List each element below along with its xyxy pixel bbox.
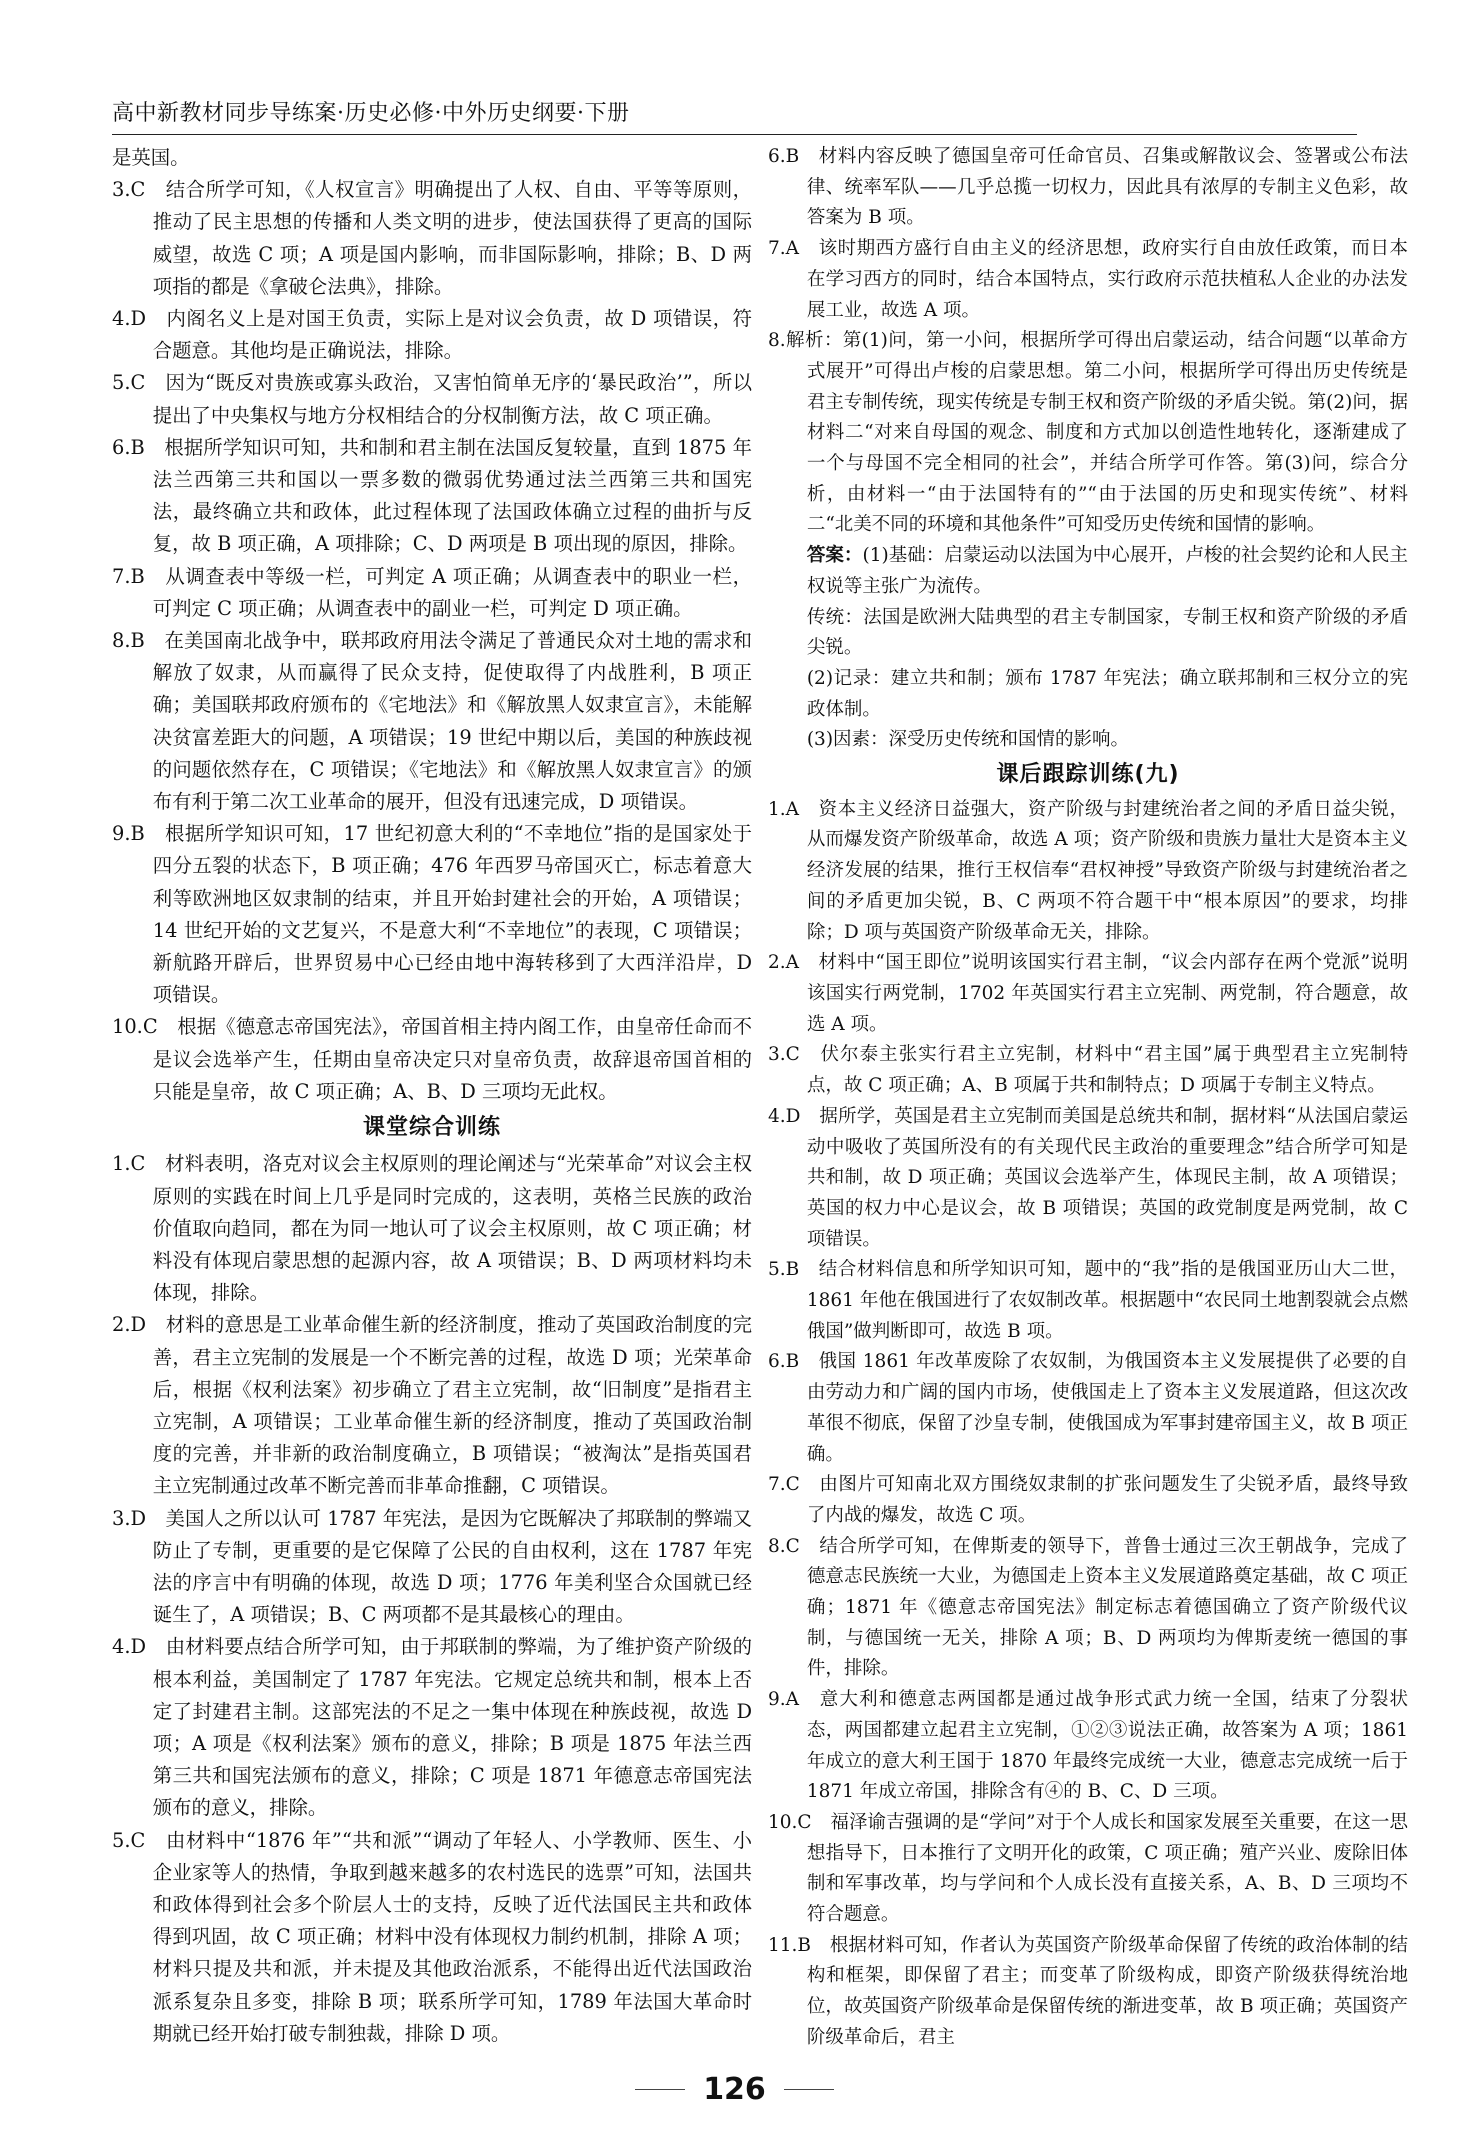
section-title-classroom: 课堂综合训练: [362, 1115, 501, 1141]
right-answer-list-a: [768, 142, 1408, 541]
answer-number: 6.: [768, 1351, 786, 1373]
answer-number: 8.: [768, 1535, 786, 1557]
answer-number: 5.: [112, 1828, 131, 1852]
answer-item: [768, 1347, 1408, 1470]
right-answer-list-b: [768, 795, 1408, 2054]
answer-line1-text: (1)基础：启蒙运动以法国为中心展开，卢梭的社会契约论和人民主权说等主张广为流传。: [806, 545, 1408, 597]
answer-number: 2.: [112, 1313, 131, 1337]
answer-text: A 资本主义经济日益强大，资产阶级与封建统治者之间的矛盾日益尖锐，从而爆发资产阶级革命，故选 A 项；资产阶级和贵族力量壮大是资本主义经济发展的结果，推行王权信奉“君权神授”导致资产阶级与封建统治者之间的矛盾更加尖锐，B、C 两项不符合题干中“根本原因”的要求，均排除；D 项与英国资产阶级革命无关，排除。: [785, 798, 1408, 943]
answer-text: 解析：第(1)问，第一小问，根据所学可得出启蒙运动，结合问题“以革命方式展开”可得出卢梭的启蒙思想。第二小问，根据所学可得出历史传统是君主专制传统，现实传统是专制王权和资产阶级的矛盾尖锐。第(2)问，据材料二“对来自母国的观念、制度和方式加以创造性地转化，逐渐建成了一个与母国不完全相同的社会”，并结合所学可作答。第(3)问，综合分析，由材料一“由于法国特有的”“由于法国的历史和现实传统”、材料二“北美不同的环境和其他条件”可知受历史传统和国情的影响。: [785, 330, 1408, 536]
answer-text: C 根据《德意志帝国宪法》，帝国首相主持内阁工作，由皇帝任命而不是议会选举产生，任期由皇帝决定只对皇帝负责，故辞退帝国首相的只能是皇帝，故 C 项正确；A、B、D 三项均无此权。: [142, 1015, 752, 1103]
answer-block-line1: [768, 541, 1408, 602]
answer-number: 11.: [768, 1934, 798, 1956]
answer-text: D 美国人之所以认可 1787 年宪法，是因为它既解决了邦联制的弊端又防止了专制，更重要的是它保障了公民的自由权利，这在 1787 年宪法的序言中有明确的体现，故选 D 项；1776 年美利坚合众国就已经诞生了，A 项错误；B、C 两项都不是其最核心的理由。: [130, 1506, 752, 1627]
footer-dash-right: [784, 2089, 834, 2090]
answer-number: 4.: [112, 1635, 131, 1659]
answer-item: [768, 142, 1408, 234]
answer-item: [112, 818, 752, 1011]
answer-number: 7.: [768, 238, 786, 260]
answer-text: C 材料表明，洛克对议会主权原则的理论阐述与“光荣革命”对议会主权原则的实践在时间上几乎是同时完成的，这表明，英格兰民族的政治价值取向趋同，都在为同一地认可了议会主权原则，故 C 项正确；材料没有体现启蒙思想的起源内容，故 A 项错误；B、D 两项材料均未体现，排除。: [130, 1152, 752, 1305]
answer-text: C 结合所学可知，《人权宣言》明确提出了人权、自由、平等等原则，推动了民主思想的传播和人类文明的进步，使法国获得了更高的国际威望，故选 C 项；A 项是国内影响，而非国际影响，排除；B、D 两项指的都是《拿破仑法典》，排除。: [130, 178, 752, 298]
answer-number: 10.: [768, 1811, 798, 1833]
page-footer: [0, 2072, 1469, 2107]
answer-item: [112, 303, 752, 367]
answer-item: [112, 1503, 752, 1632]
answer-text: D 据所学，英国是君主立宪制而美国是总统共和制，据材料“从法国启蒙运动中吸收了英国所没有的有关现代民主政治的重要理念”结合所学可知是共和制，故 D 项正确；英国议会选举产生，体现民主制，故 A 项错误；英国的权力中心是议会，故 B 项错误；英国的政党制度是两党制，故 C 项错误。: [785, 1105, 1408, 1250]
answer-item: [768, 1808, 1408, 1931]
answer-number: 2.: [768, 952, 786, 974]
answer-item: [768, 1685, 1408, 1808]
answer-text: C 由图片可知南北双方围绕奴隶制的扩张问题发生了尖锐矛盾，最终导致了内战的爆发，故选 C 项。: [785, 1474, 1408, 1526]
answer-number: 6.: [768, 146, 786, 167]
answer-number: 5.: [112, 371, 131, 395]
answer-number: 9.: [768, 1689, 786, 1711]
answer-item: [768, 1255, 1408, 1347]
answer-item: [768, 326, 1408, 541]
answer-text: C 因为“既反对贵族或寡头政治，又害怕简单无序的‘暴民政治’”，所以提出了中央集权与地方分权相结合的分权制衡方法，故 C 项正确。: [130, 371, 752, 427]
continuation-text: 是英国。: [112, 146, 190, 169]
answer-item: [112, 1631, 752, 1824]
answer-item: [768, 948, 1408, 1040]
answer-block-line2: 传统：法国是欧洲大陆典型的君主专制国家，专制王权和资产阶级的矛盾尖锐。: [806, 606, 1408, 659]
answer-text: B 材料内容反映了德国皇帝可任命官员、召集或解散议会、签署或公布法律、统率军队——几乎总揽一切权力，因此具有浓厚的专制主义色彩，故答案为 B 项。: [785, 146, 1408, 229]
answer-item: [112, 561, 752, 625]
answer-item: [112, 1825, 752, 2050]
answer-item: [112, 625, 752, 818]
left-answer-list-b: [112, 1148, 752, 2050]
answer-item: [112, 1148, 752, 1309]
section-title-followup: 课后跟踪训练(九): [996, 762, 1180, 788]
answer-number: 3.: [768, 1044, 786, 1066]
answer-text: B 从调查表中等级一栏，可判定 A 项正确；从调查表中的职业一栏，可判定 C 项正确；从调查表中的副业一栏，可判定 D 项正确。: [130, 564, 752, 620]
answer-number: 5.: [768, 1259, 786, 1281]
answer-block-line3: (2)记录：建立共和制；颁布 1787 年宪法；确立联邦制和三权分立的宪政体制。: [806, 667, 1408, 720]
answer-number: 7.: [768, 1474, 786, 1496]
answer-text: C 伏尔泰主张实行君主立宪制，材料中“君主国”属于典型君主立宪制特点，故 C 项正确；A、B 项属于共和制特点；D 项属于专制主义特点。: [785, 1044, 1408, 1097]
right-column: [768, 142, 1408, 2054]
answer-number: 4.: [768, 1105, 786, 1127]
answer-item: [112, 174, 752, 303]
answer-text: A 该时期西方盛行自由主义的经济思想，政府实行自由放任政策，而日本在学习西方的同时，结合本国特点，实行政府示范扶植私人企业的办法发展工业，故选 A 项。: [785, 238, 1408, 321]
answer-number: 1.: [112, 1152, 131, 1176]
answer-block-line4: (3)因素：深受历史传统和国情的影响。: [806, 729, 1130, 751]
answer-number: 6.: [112, 435, 131, 459]
answer-text: A 意大利和德意志两国都是通过战争形式武力统一全国，结束了分裂状态，两国都建立起君主立宪制，①②③说法正确，故答案为 A 项；1861 年成立的意大利王国于 1870 年最终完成统一大业，德意志完成统一后于 1871 年成立帝国，排除含有④的 B、C、D 三项。: [785, 1689, 1408, 1803]
answer-text: D 内阁名义上是对国王负责，实际上是对议会负责，故 D 项错误，符合题意。其他均是正确说法，排除。: [130, 307, 752, 363]
answer-number: 8.: [768, 330, 786, 352]
answer-text: C 福泽谕吉强调的是“学问”对于个人成长和国家发展至关重要，在这一思想指导下，日本推行了文明开化的政策，C 项正确；殖产兴业、废除旧体制和军事改革，均与学问和个人成长没有直接关系，A、B、D 三项均不符合题意。: [797, 1811, 1408, 1926]
footer-dash-left: [635, 2089, 685, 2090]
answer-item: [112, 1011, 752, 1108]
answer-number: 3.: [112, 178, 131, 202]
answer-number: 4.: [112, 307, 131, 331]
left-column: [112, 142, 752, 2050]
answer-number: 10.: [112, 1015, 143, 1039]
answer-text: C 由材料中“1876 年”“共和派”“调动了年轻人、小学教师、医生、小企业家等人的热情，争取到越来越多的农村选民的选票”可知，法国共和政体得到社会多个阶层人士的支持，反映了近代法国民主共和政体得到巩固，故 C 项正确；材料中没有体现权力制约机制，排除 A 项；材料只提及共和派，并未提及其他政治派系，不能得出近代法国政治派系复杂且多变，排除 B 项；联系所学可知，1789 年法国大革命时期就已经开始打破专制独裁，排除 D 项。: [130, 1828, 752, 2045]
answer-number: 8.: [112, 629, 131, 653]
answer-text: B 根据材料可知，作者认为英国资产阶级革命保留了传统的政治体制的结构和框架，即保留了君主；而变革了阶级构成，即资产阶级获得统治地位，故英国资产阶级革命是保留传统的渐进变革，故 B 项正确；英国资产阶级革命后，君主: [797, 1934, 1408, 2048]
answer-item: [768, 1102, 1408, 1256]
answer-text: B 根据所学知识可知，共和制和君主制在法国反复较量，直到 1875 年法兰西第三共和国以一票多数的微弱优势通过法兰西第三共和国宪法，最终确立共和政体，此过程体现了法国政体确立过程的曲折与反复，故 B 项正确，A 项排除；C、D 两项是 B 项出现的原因，排除。: [130, 435, 752, 556]
answer-item: [768, 234, 1408, 326]
answer-number: 7.: [112, 564, 131, 588]
answer-item: [768, 1532, 1408, 1686]
answer-item: [768, 1470, 1408, 1531]
answer-text: A 材料中“国王即位”说明该国实行君主制，“议会内部存在两个党派”说明该国实行两党制，1702 年英国实行君主立宪制、两党制，符合题意，故选 A 项。: [785, 952, 1408, 1035]
answer-text: D 由材料要点结合所学可知，由于邦联制的弊端，为了维护资产阶级的根本利益，美国制定了 1787 年宪法。它规定总统共和制，根本上否定了封建君主制。这部宪法的不足之一集中体现在种族歧视，故选 D 项；A 项是《权利法案》颁布的意义，排除；B 项是 1875 年法兰西第三共和国宪法颁布的意义，排除；C 项是 1871 年德意志帝国宪法颁布的意义，排除。: [130, 1635, 752, 1820]
answer-text: C 结合所学可知，在俾斯麦的领导下，普鲁士通过三次王朝战争，完成了德意志民族统一大业，为德国走上资本主义发展道路奠定基础，故 C 项正确；1871 年《德意志帝国宪法》制定标志着德国确立了资产阶级代议制，与德国统一无关，排除 A 项；B、D 两项均为俾斯麦统一德国的事件，排除。: [785, 1535, 1408, 1680]
answer-text: B 俄国 1861 年改革废除了农奴制，为俄国资本主义发展提供了必要的自由劳动力和广阔的国内市场，使俄国走上了资本主义发展道路，但这次改革很不彻底，保留了沙皇专制，使俄国成为军事封建帝国主义，故 B 项正确。: [785, 1351, 1408, 1465]
answer-item: [112, 432, 752, 561]
answer-text: B 根据所学知识可知，17 世纪初意大利的“不幸地位”指的是国家处于四分五裂的状态下，B 项正确；476 年西罗马帝国灭亡，标志着意大利等欧洲地区奴隶制的结束，并且开始封建社会的开始，A 项错误；14 世纪开始的文艺复兴，不是意大利“不幸地位”的表现，C 项错误；新航路开辟后，世界贸易中心已经由地中海转移到了大西洋沿岸，D 项错误。: [130, 822, 752, 1007]
answer-label: 答案：: [806, 545, 863, 567]
answer-item: [768, 1931, 1408, 2054]
answer-number: 3.: [112, 1506, 131, 1530]
page-number: 126: [703, 2072, 766, 2107]
answer-item: [768, 1040, 1408, 1101]
answer-number: 9.: [112, 822, 131, 846]
answer-text: D 材料的意思是工业革命催生新的经济制度，推动了英国政治制度的完善，君主立宪制的发展是一个不断完善的过程，故选 D 项；光荣革命后，根据《权利法案》初步确立了君主立宪制，故“旧制度”是指君主立宪制，A 项错误；工业革命催生新的经济制度，推动了英国政治制度的完善，并非新的政治制度确立，B 项错误；“被淘汰”是指英国君主立宪制通过改革不断完善而非革命推翻，C 项错误。: [130, 1313, 752, 1498]
answer-item: [112, 1309, 752, 1502]
left-answer-list-a: [112, 174, 752, 1108]
answer-text: B 在美国南北战争中，联邦政府用法令满足了普通民众对土地的需求和解放了奴隶，从而赢得了民众支持，促使取得了内战胜利，B 项正确；美国联邦政府颁布的《宅地法》和《解放黑人奴隶宣言》，未能解决贫富差距大的问题，A 项错误；19 世纪中期以后，美国的种族歧视的问题依然存在，C 项错误；《宅地法》和《解放黑人奴隶宣言》的颁布有利于第二次工业革命的展开，但没有迅速完成，D 项错误。: [130, 629, 752, 814]
answer-item: [112, 367, 752, 431]
answer-text: B 结合材料信息和所学知识可知，题中的“我”指的是俄国亚历山大二世，1861 年他在俄国进行了农奴制改革。根据题中“农民同土地割裂就会点燃俄国”做判断即可，故选 B 项。: [785, 1259, 1408, 1342]
running-header: 高中新教材同步导练案·历史必修·中外历史纲要·下册: [112, 101, 630, 126]
answer-item: [768, 795, 1408, 949]
header-rule: [112, 134, 1357, 135]
answer-number: 1.: [768, 798, 786, 820]
